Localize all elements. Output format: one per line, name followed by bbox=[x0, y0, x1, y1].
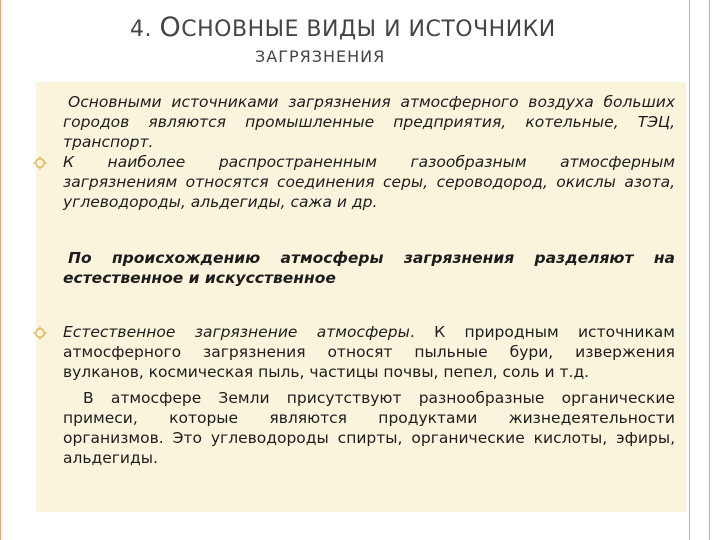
paragraph-sources: Основными источниками загрязнения атмосферного воздуха больших городов являются промышленные предприятия, котельные, ТЭЦ, транспорт. bbox=[63, 93, 675, 151]
sun-bullet-icon bbox=[33, 326, 47, 340]
right-accent-line bbox=[689, 0, 690, 540]
paragraph-gaseous-pollutants: К наиболее распространенным газообразным атмосферным загрязнениям относятся соединения серы, сероводород, окислы азота, углеводороды, альдегиды, сажа и др. bbox=[63, 153, 675, 211]
slide-title: 4. ОСНОВНЫЕ ВИДЫ И ИСТОЧНИКИ bbox=[130, 12, 556, 43]
paragraph-origin-classification: По происхождению атмосферы загрязнения разделяют на естественное и искусственное bbox=[63, 249, 675, 287]
paragraph-organic-impurities: В атмосфере Земли присутствуют разнообразные органические примеси, которые являются продуктами жизнедеятельности организмов. Это углеводороды спирты, органические кислоты, эфиры, альдегиды. bbox=[63, 389, 675, 467]
sun-bullet-icon bbox=[33, 156, 47, 170]
natural-pollution-term: Естественное загрязнение атмосферы bbox=[63, 323, 410, 341]
left-accent-line bbox=[0, 0, 1, 540]
paragraph-natural-pollution bbox=[63, 322, 675, 382]
slide-title-second-line: ЗАГРЯЗНЕНИЯ bbox=[255, 47, 386, 66]
right-accent-line-outer bbox=[709, 0, 710, 540]
natural-pollution-text: . К природным источникам атмосферного загрязнения относят пыльные бури, извержения вулканов, космическая пыль, частицы почвы, пепел, соль и т.д. bbox=[63, 323, 676, 381]
